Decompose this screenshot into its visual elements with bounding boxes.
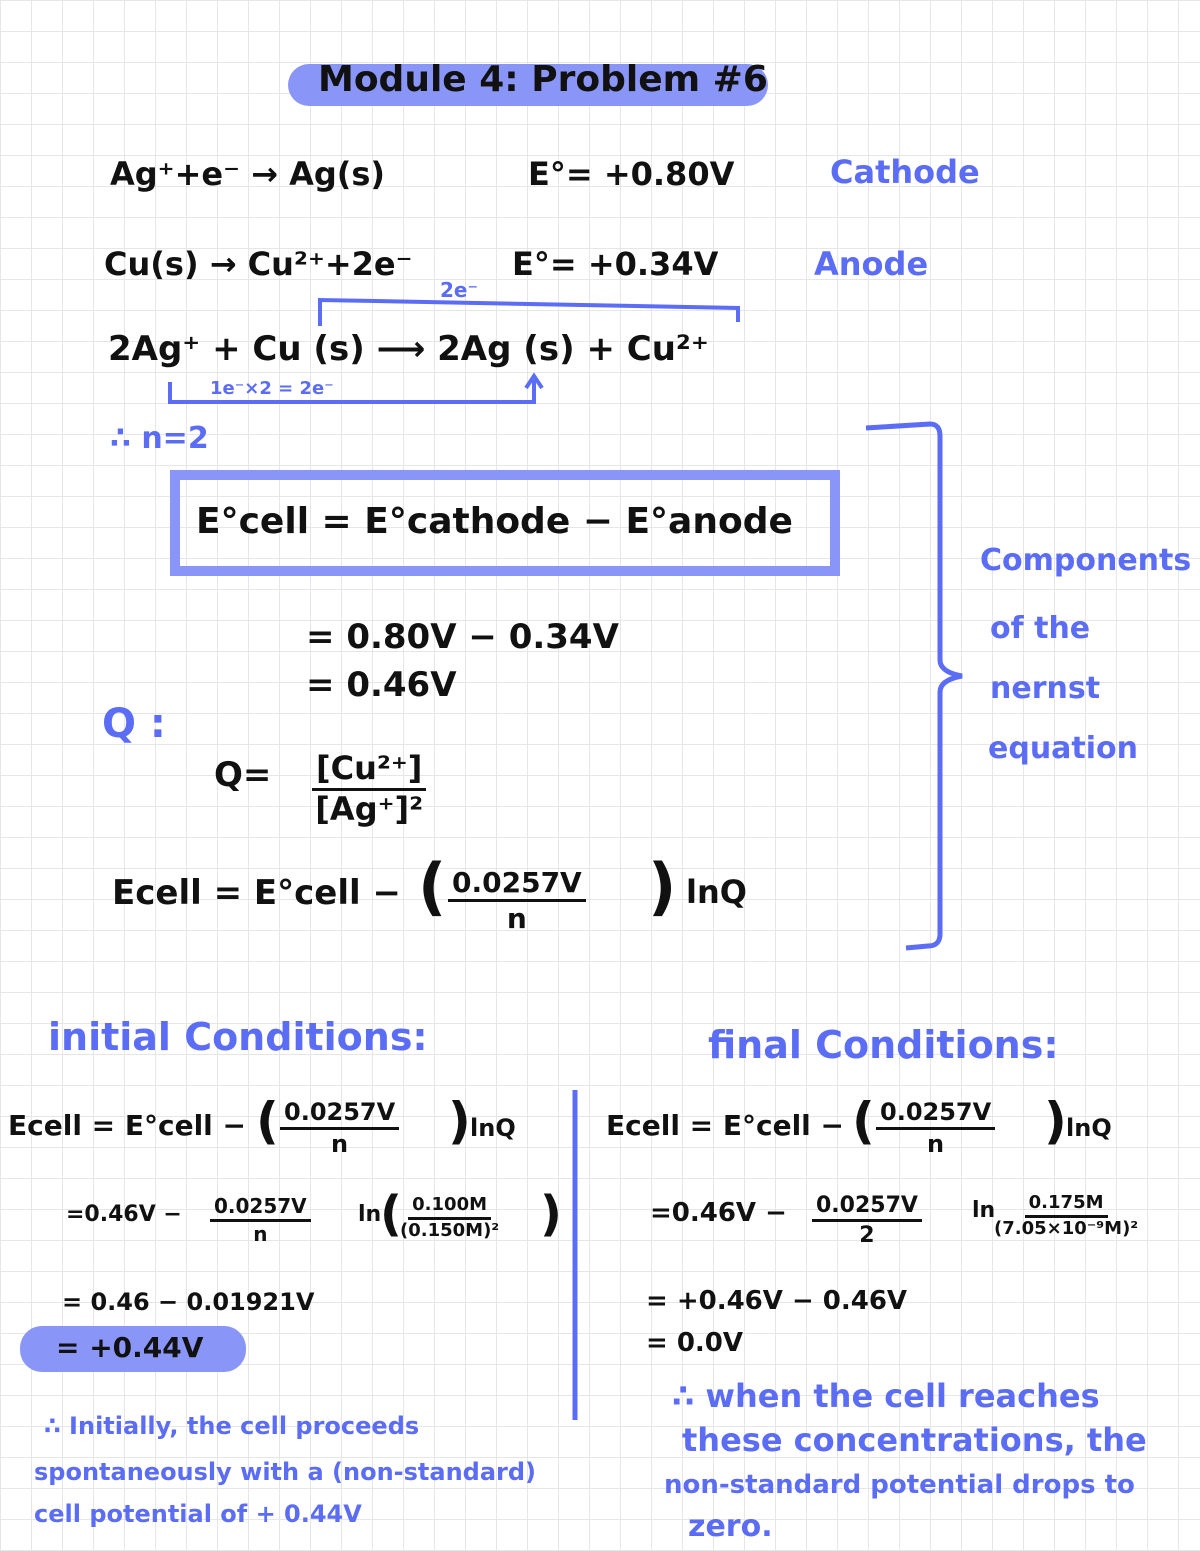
bottom-electron-bracket — [170, 380, 534, 402]
initial-eq-lnq: lnQ — [470, 1114, 516, 1142]
q-lhs: Q= — [214, 755, 272, 795]
ecell-step-1: = 0.80V − 0.34V — [306, 617, 619, 657]
initial-step-2: = 0.46 − 0.01921V — [62, 1288, 315, 1316]
final-heading: final Conditions: — [708, 1023, 1059, 1067]
top-electron-bracket — [320, 300, 738, 326]
nernst-numerator: 0.0257V — [448, 868, 586, 902]
final-conclusion-line-2: these concentrations, the — [682, 1421, 1147, 1459]
initial-heading: initial Conditions: — [48, 1015, 428, 1059]
final-step1-q-numerator: 0.175M — [1025, 1194, 1108, 1218]
final-step-3: = 0.0V — [646, 1328, 744, 1358]
initial-conclusion-line-1: ∴ Initially, the cell proceeds — [44, 1412, 420, 1440]
electron-annotation-top: 2e⁻ — [440, 278, 479, 302]
initial-eq-paren-open: ( — [256, 1092, 279, 1150]
initial-eq-fraction — [280, 1100, 399, 1157]
q-label: Q : — [102, 701, 166, 747]
components-label-line-3: nernst — [990, 671, 1101, 706]
anode-reaction: Cu(s) → Cu²⁺+2e⁻ — [104, 245, 413, 283]
page-title: Module 4: Problem #6 — [318, 59, 768, 100]
initial-step1-numerator: 0.0257V — [210, 1196, 311, 1222]
final-eq-fraction — [876, 1100, 995, 1157]
nernst-denominator: n — [506, 902, 527, 936]
components-label-line-4: equation — [988, 731, 1139, 766]
n-value: ∴ n=2 — [110, 421, 209, 456]
initial-conclusion-line-3: cell potential of + 0.44V — [34, 1500, 362, 1528]
nernst-lnq: lnQ — [686, 873, 747, 911]
initial-eq-denominator: n — [331, 1130, 349, 1159]
q-numerator: [Cu²⁺] — [312, 752, 426, 791]
final-eq-paren-close: ) — [1044, 1092, 1067, 1150]
nernst-paren-close: ) — [648, 850, 677, 923]
final-step1-ln: ln — [972, 1198, 996, 1223]
final-conclusion-line-4: zero. — [688, 1509, 773, 1544]
final-eq-numerator: 0.0257V — [876, 1100, 995, 1130]
initial-step1-denominator: n — [253, 1222, 268, 1246]
electron-annotation-bottom: 1e⁻×2 = 2e⁻ — [210, 378, 334, 399]
overall-reaction: 2Ag⁺ + Cu (s) ⟶ 2Ag (s) + Cu²⁺ — [108, 329, 709, 369]
final-step1-q-denominator: (7.05×10⁻⁹M)² — [994, 1217, 1139, 1239]
final-step1-denominator: 2 — [859, 1223, 875, 1249]
components-label-line-2: of the — [990, 611, 1091, 646]
final-step1-numerator: 0.0257V — [812, 1194, 922, 1222]
initial-step1-paren-close: ) — [540, 1186, 562, 1242]
cathode-potential: E°= +0.80V — [528, 155, 735, 193]
anode-potential: E°= +0.34V — [512, 245, 719, 283]
initial-eq-paren-close: ) — [448, 1092, 471, 1150]
initial-step1-q-fraction — [400, 1196, 499, 1241]
q-denominator: [Ag⁺]² — [315, 789, 424, 828]
ecell-step-2: = 0.46V — [306, 665, 457, 705]
initial-step1-ln: ln — [358, 1202, 382, 1227]
nernst-paren-open: ( — [418, 850, 447, 923]
initial-eq-lhs: Ecell = E°cell − — [8, 1109, 246, 1142]
initial-step1-paren-open: ( — [380, 1186, 402, 1242]
initial-eq-numerator: 0.0257V — [280, 1100, 399, 1130]
final-step1-fraction — [812, 1194, 922, 1247]
initial-result: = +0.44V — [56, 1331, 204, 1364]
initial-step1-fraction — [210, 1196, 311, 1245]
final-step1-pre: =0.46V − — [650, 1198, 787, 1228]
anode-label: Anode — [814, 245, 929, 283]
nernst-lhs: Ecell = E°cell − — [112, 873, 401, 913]
final-conclusion-line-1: ∴ when the cell reaches — [672, 1377, 1100, 1415]
initial-step1-pre: =0.46V − — [66, 1202, 182, 1227]
final-eq-denominator: n — [927, 1130, 945, 1159]
initial-step1-q-numerator: 0.100M — [408, 1196, 491, 1220]
final-eq-paren-open: ( — [852, 1092, 875, 1150]
final-conclusion-line-3: non-standard potential drops to — [664, 1470, 1135, 1500]
ecell-formula: E°cell = E°cathode − E°anode — [196, 501, 793, 542]
final-eq-lhs: Ecell = E°cell − — [606, 1109, 844, 1142]
final-step1-q-fraction — [994, 1194, 1138, 1239]
final-eq-lnq: lnQ — [1066, 1114, 1112, 1142]
cathode-label: Cathode — [830, 153, 980, 191]
initial-step1-q-denominator: (0.150M)² — [400, 1219, 500, 1241]
final-step-2: = +0.46V − 0.46V — [646, 1286, 908, 1316]
initial-conclusion-line-2: spontaneously with a (non-standard) — [34, 1458, 537, 1486]
components-label-line-1: Components — [980, 543, 1192, 578]
components-curly-bracket — [866, 424, 962, 948]
cathode-reaction: Ag⁺+e⁻ → Ag(s) — [110, 155, 386, 193]
